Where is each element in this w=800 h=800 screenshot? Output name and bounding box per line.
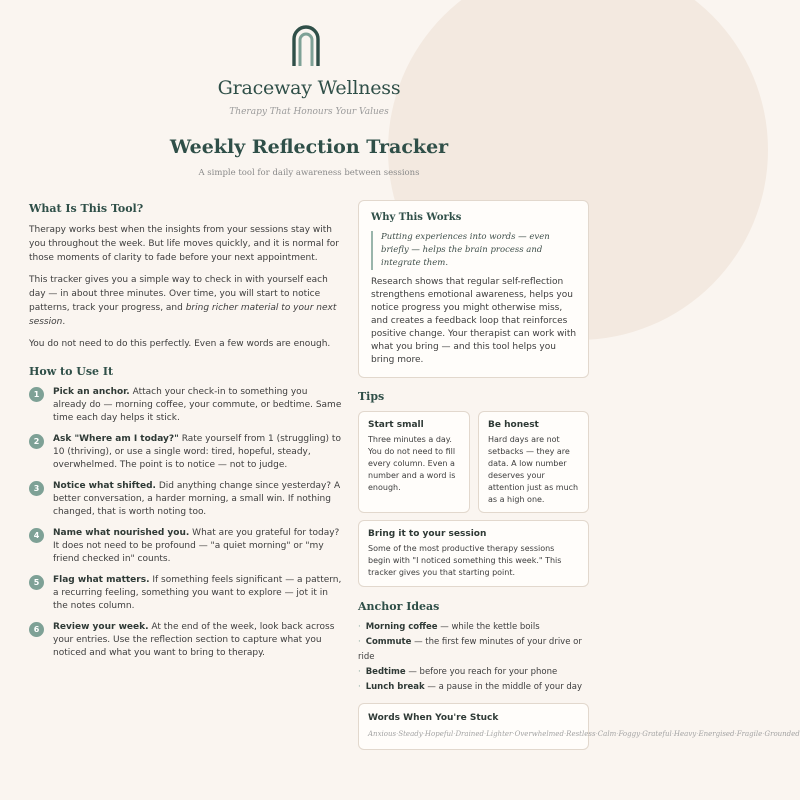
page-subtitle: A simple tool for daily awareness between sessions — [198, 168, 420, 178]
word-separator: · — [696, 730, 699, 738]
step-body: Did anything change since yesterday? A better conversation, a harder morning, a small win. If nothing changed, that is worth noting too. — [53, 481, 341, 517]
word-separator: · — [422, 730, 425, 738]
word-item: Heavy — [673, 730, 697, 738]
anchor-list — [358, 620, 589, 695]
why-quote: Putting experiences into words — even briefly — helps the brain process and integrate them. — [371, 231, 577, 270]
word-item: Steady — [398, 730, 423, 738]
step-title: Notice what shifted. — [53, 481, 156, 491]
why-heading: Why This Works — [371, 212, 462, 223]
list-item — [358, 620, 589, 635]
step-body: If something feels significant — a pattern, a recurring feeling, something you want to explore — jot it in the notes column. — [53, 575, 342, 611]
list-item — [358, 680, 589, 695]
word-item: Grounded — [764, 730, 800, 738]
what-paragraph-2-text: This tracker gives you a simple way to check in with yourself each day — in about three minutes. Over time, you will start to notice patterns, track your progress, and — [29, 275, 328, 313]
brand-name: Graceway Wellness — [217, 77, 401, 99]
how-heading: How to Use It — [29, 365, 114, 378]
left-column — [29, 202, 342, 668]
arch-logo-icon — [291, 24, 321, 66]
word-item: Calm — [597, 730, 617, 738]
word-item: Restless — [566, 730, 596, 738]
word-item: Drained — [455, 730, 484, 738]
step-text — [53, 527, 342, 566]
word-item: Grateful — [642, 730, 672, 738]
step-title: Pick an anchor. — [53, 387, 130, 397]
word-separator: · — [563, 730, 567, 738]
tips-row — [358, 411, 589, 513]
bullet-icon: · — [358, 637, 361, 647]
step-body: Attach your check-in to something you already do — morning coffee, your commute, or bedtime. Same time each day helps it stick. — [53, 387, 342, 423]
word-separator: · — [453, 730, 456, 738]
step-number-badge: 6 — [29, 622, 44, 637]
page-title: Weekly Reflection Tracker — [169, 136, 449, 158]
bullet-icon: · — [358, 667, 361, 677]
step-title: Flag what matters. — [53, 575, 150, 585]
right-column — [358, 200, 800, 750]
words-heading: Words When You're Stuck — [368, 713, 499, 723]
what-heading: What Is This Tool? — [29, 202, 144, 215]
list-item — [358, 635, 589, 665]
word-item: Hopeful — [424, 730, 454, 738]
word-separator: · — [616, 730, 619, 738]
word-item: Energised — [698, 730, 735, 738]
step-item — [29, 386, 342, 425]
step-item — [29, 621, 342, 660]
step-title: Ask "Where am I today?" — [53, 434, 179, 444]
word-separator: · — [512, 730, 515, 738]
word-separator: · — [640, 730, 643, 738]
anchor-label: Bedtime — [365, 667, 406, 677]
words-list — [368, 728, 800, 741]
step-item — [29, 433, 342, 472]
what-paragraph-2 — [29, 273, 342, 329]
anchor-desc: — while the kettle boils — [437, 622, 540, 632]
word-separator: · — [595, 730, 598, 738]
step-title: Review your week. — [53, 622, 149, 632]
word-item: Anxious — [368, 730, 397, 738]
words-card — [358, 703, 800, 750]
tip-body: Some of the most productive therapy sessions begin with "I noticed something this week." This tracker gives you that starting point. — [368, 544, 562, 577]
anchor-desc: — a pause in the middle of your day — [424, 682, 583, 692]
what-paragraph-2-emphasis: bring richer material to your next session — [29, 303, 337, 327]
step-body: Rate yourself from 1 (struggling) to 10 (thriving), or use a single word: tired, hopeful, steady, overwhelmed. The point is to notice — not to judge. — [53, 434, 341, 470]
step-text — [53, 574, 342, 613]
tips-heading: Tips — [358, 390, 385, 403]
what-paragraph-2-end: . — [62, 317, 66, 327]
anchor-label: Lunch break — [365, 682, 425, 692]
step-number-badge: 5 — [29, 575, 44, 590]
step-text — [53, 386, 342, 425]
step-number-badge: 1 — [29, 387, 44, 402]
word-separator: · — [671, 730, 674, 738]
tip-card — [478, 411, 589, 513]
anchor-desc: — the first few minutes of your drive or ride — [358, 637, 582, 662]
list-item — [358, 665, 589, 680]
tip-title: Be honest — [488, 420, 539, 430]
what-paragraph-3: You do not need to do this perfectly. Even a few words are enough. — [29, 339, 331, 349]
why-body: Research shows that regular self-reflection strengthens emotional awareness, helps you notice progress you might otherwise miss, and creates a feedback loop that reinforces positive change. Your therapist can work with what you bring — and this tool helps you bring more. — [371, 277, 577, 365]
word-separator: · — [762, 730, 765, 738]
tip-body: Three minutes a day. You do not need to fill every column. Even a number and a word is enough. — [368, 435, 456, 492]
word-item: Overwhelmed — [514, 730, 564, 738]
step-item — [29, 480, 342, 519]
step-text — [53, 433, 342, 472]
why-card — [358, 200, 589, 378]
tip-body: Hard days are not setbacks — they are data. A low number deserves your attention just as much as a high one. — [488, 435, 579, 504]
step-number-badge: 3 — [29, 481, 44, 496]
word-item: Lighter — [486, 730, 513, 738]
step-text — [53, 621, 342, 660]
bullet-icon: · — [358, 682, 361, 692]
step-body: What are you grateful for today? It does not need to be profound — "a quiet morning" or "my friend checked in" counts. — [53, 528, 340, 564]
step-title: Name what nourished you. — [53, 528, 190, 538]
word-separator: · — [396, 730, 399, 738]
step-number-badge: 2 — [29, 434, 44, 449]
what-paragraph-1: Therapy works best when the insights from your sessions stay with you throughout the week. But life moves quickly, and it is normal for those moments of clarity to fade before your next appointment. — [29, 225, 340, 263]
tip-card — [358, 411, 470, 513]
anchor-label: Commute — [365, 637, 412, 647]
brand-tagline: Therapy That Honours Your Values — [229, 107, 389, 117]
steps-list — [29, 386, 342, 660]
word-item: Fragile — [736, 730, 763, 738]
step-text — [53, 480, 342, 519]
word-separator: · — [483, 730, 487, 738]
tip-card-wide — [358, 520, 589, 587]
anchor-desc: — before you reach for your phone — [405, 667, 558, 677]
step-item — [29, 574, 342, 613]
step-item — [29, 527, 342, 566]
step-body: At the end of the week, look back across your entries. Use the reflection section to capture what you noticed and what you want to bring to therapy. — [53, 622, 335, 658]
bullet-icon: · — [358, 622, 361, 632]
step-number-badge: 4 — [29, 528, 44, 543]
tip-title: Start small — [368, 420, 424, 430]
word-item: Foggy — [618, 730, 641, 738]
anchor-label: Morning coffee — [365, 622, 438, 632]
anchor-heading: Anchor Ideas — [358, 600, 440, 613]
tip-title: Bring it to your session — [368, 529, 487, 539]
word-separator: · — [734, 730, 737, 738]
